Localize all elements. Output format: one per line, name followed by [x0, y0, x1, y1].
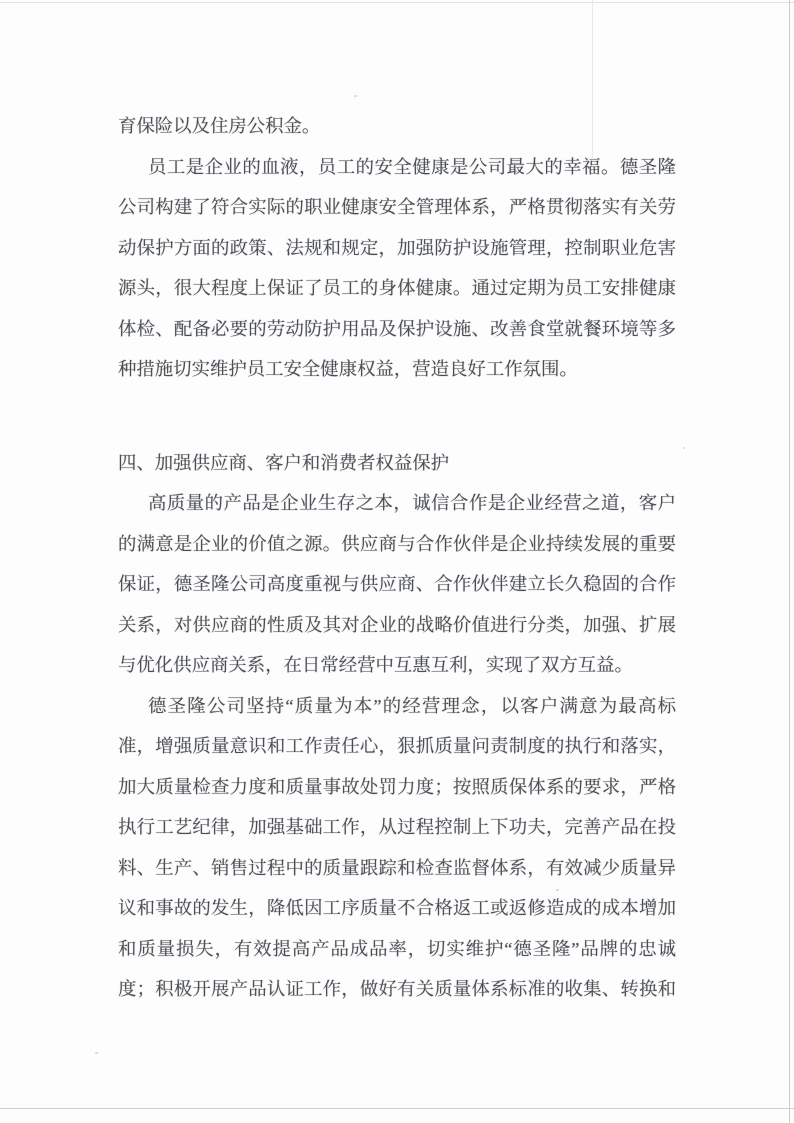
- text-line: 和质量损失，有效提高产品成品率，切实维护“德圣隆”品牌的忠诚: [118, 938, 676, 959]
- text-line: 执行工艺纪律，加强基础工作，从过程控制上下功夫，完善产品在投: [118, 817, 676, 837]
- scan-speck: [683, 447, 685, 449]
- text-line: 保证，德圣隆公司高度重视与供应商、合作伙伴建立长久稳固的合作: [118, 574, 676, 594]
- text-line: 关系，对供应商的性质及其对企业的战略价值进行分类，加强、扩展: [118, 614, 676, 635]
- text-line: 公司构建了符合实际的职业健康安全管理体系，严格贯彻落实有关劳: [118, 197, 676, 217]
- text-line: 源头，很大程度上保证了员工的身体健康。通过定期为员工安排健康: [118, 278, 676, 298]
- text-line: 育保险以及住房公积金。: [118, 116, 321, 136]
- document-text: [118, 106, 676, 1010]
- text-line: 员工是企业的血液，员工的安全健康是公司最大的幸福。德圣隆: [148, 156, 676, 177]
- text-line: 的满意是企业的价值之源。供应商与合作伙伴是企业持续发展的重要: [118, 533, 676, 554]
- text-line: 德圣隆公司坚持“质量为本”的经营理念，以客户满意为最高标: [148, 695, 676, 716]
- text-line: 高质量的产品是企业生存之本，诚信合作是企业经营之道，客户: [148, 493, 676, 513]
- text-line: 与优化供应商关系，在日常经营中互惠互利，实现了双方互益。: [118, 655, 633, 675]
- page-edge-bottom: [0, 1108, 794, 1109]
- scan-speck: [354, 95, 357, 97]
- page-edge-right: [789, 0, 790, 1123]
- section-heading: 四、加强供应商、客户和消费者权益保护: [118, 452, 450, 473]
- text-line: 加大质量检查力度和质量事故处罚力度；按照质保体系的要求，严格: [118, 776, 676, 797]
- text-line: 议和事故的发生，降低因工序质量不合格返工或返修造成的成本增加: [118, 898, 676, 918]
- scan-speck: [95, 1052, 98, 1054]
- text-line: 度；积极开展产品认证工作，做好有关质量体系标准的收集、转换和: [118, 979, 676, 999]
- text-line: 体检、配备必要的劳动防护用品及保护设施、改善食堂就餐环境等多: [118, 318, 676, 339]
- page-edge-top: [0, 2, 794, 3]
- text-line: 动保护方面的政策、法规和规定，加强防护设施管理，控制职业危害: [118, 237, 676, 258]
- text-line: 种措施切实维护员工安全健康权益，营造良好工作氛围。: [118, 359, 578, 379]
- text-line: 料、生产、销售过程中的质量跟踪和检查监督体系，有效减少质量异: [118, 857, 676, 878]
- text-line: 准，增强质量意识和工作责任心，狠抓质量问责制度的执行和落实，: [118, 736, 676, 756]
